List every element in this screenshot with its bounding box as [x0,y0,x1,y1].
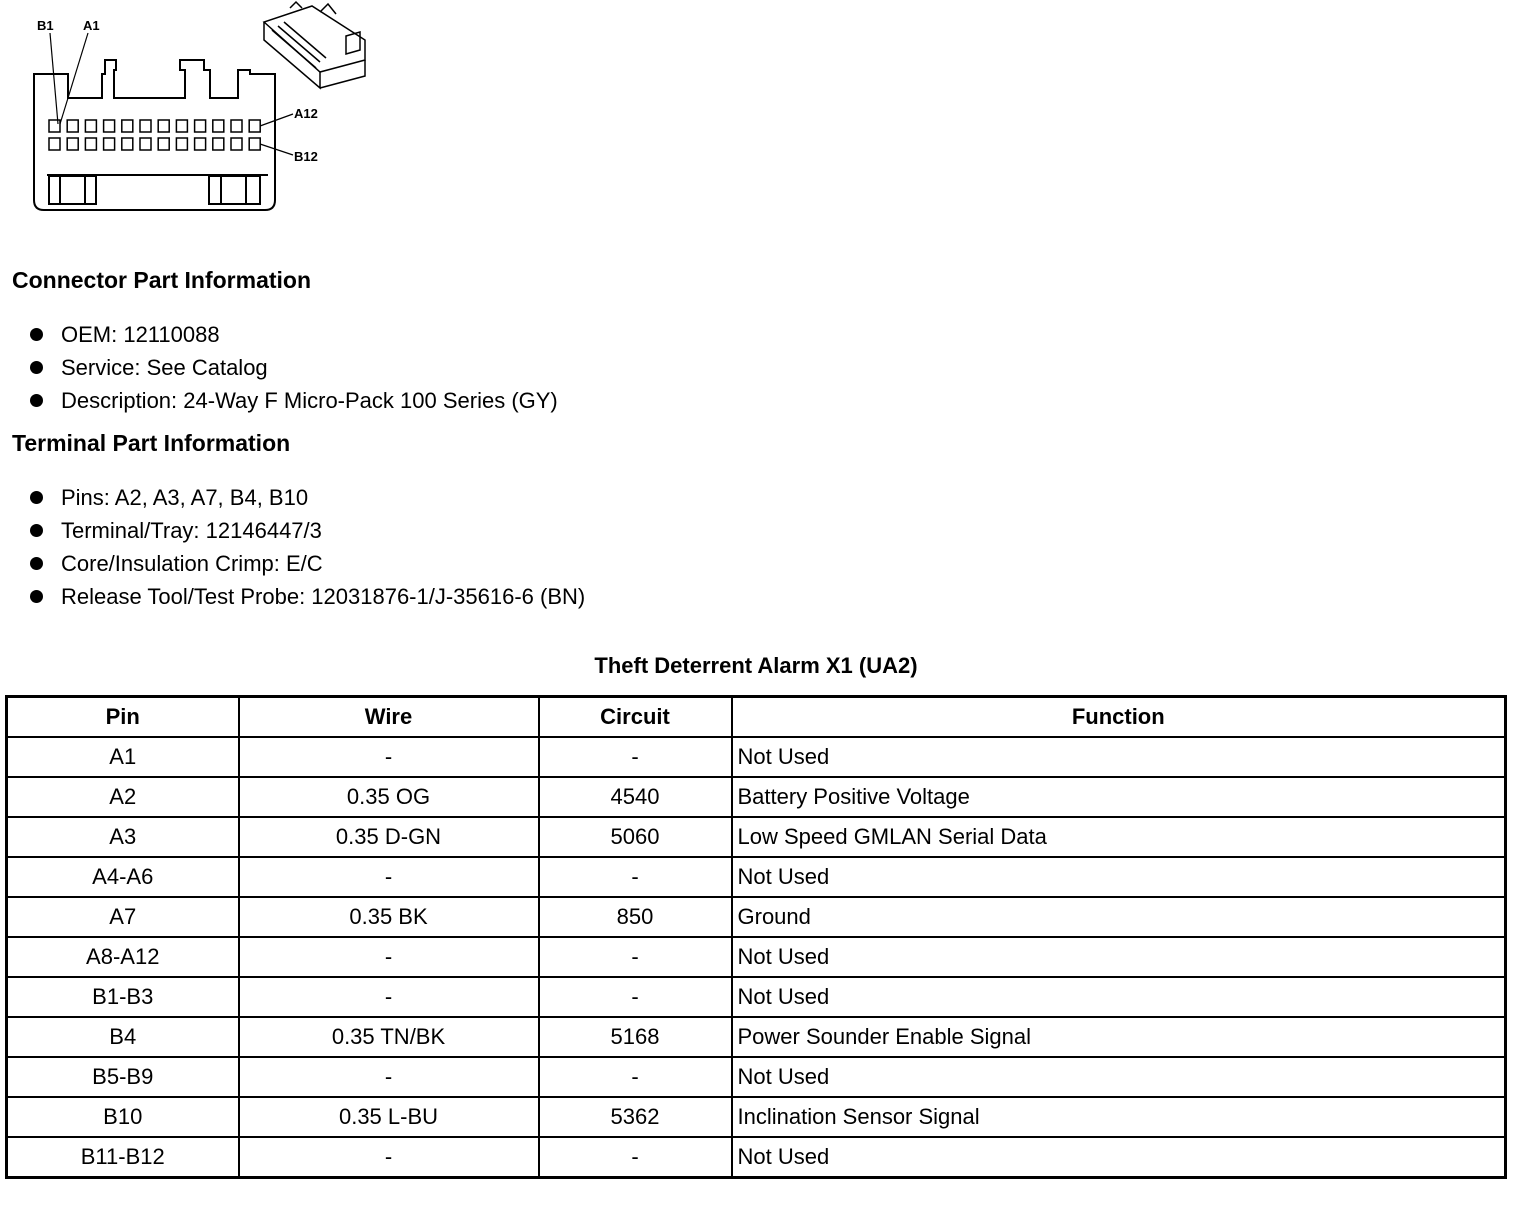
bullet-icon [30,524,43,537]
cell-pin: A8-A12 [7,937,239,977]
pin-table [5,695,1507,1179]
table-row [7,937,1506,977]
bullet-icon [30,557,43,570]
bullet-icon [30,590,43,603]
cell-circuit: - [539,737,732,777]
cell-circuit: 5060 [539,817,732,857]
cell-wire: - [239,937,539,977]
table-row [7,777,1506,817]
cell-circuit: 5362 [539,1097,732,1137]
table-row [7,897,1506,937]
bullet-icon [30,328,43,341]
pin-cavity [67,138,78,150]
cell-wire: - [239,737,539,777]
cell-circuit: - [539,857,732,897]
cell-wire: 0.35 D-GN [239,817,539,857]
cell-wire: 0.35 TN/BK [239,1017,539,1057]
cell-circuit: 850 [539,897,732,937]
cell-pin: B10 [7,1097,239,1137]
cell-circuit: 4540 [539,777,732,817]
pin-cavity [158,120,169,132]
cell-function: Not Used [732,1057,1506,1097]
list-item: Pins: A2, A3, A7, B4, B10 [30,481,585,514]
cell-function: Low Speed GMLAN Serial Data [732,817,1506,857]
connector-label-lines [50,33,293,155]
cell-wire: - [239,1137,539,1178]
bullet-icon [30,361,43,374]
cell-pin: B5-B9 [7,1057,239,1097]
bullet-icon [30,394,43,407]
cell-wire: 0.35 BK [239,897,539,937]
pin-cavity [195,138,206,150]
pin-cavity [176,138,187,150]
pin-label-a1: A1 [83,18,100,33]
cell-function: Not Used [732,937,1506,977]
pin-cavity [49,138,60,150]
cell-function: Inclination Sensor Signal [732,1097,1506,1137]
table-title: Theft Deterrent Alarm X1 (UA2) [594,653,918,678]
pin-cavity [231,138,242,150]
column-header-function: Function [732,697,1506,738]
pin-cavity [140,138,151,150]
cell-function: Not Used [732,737,1506,777]
connector-info-heading: Connector Part Information [12,267,312,293]
pin-cavity [122,120,133,132]
cell-pin: B11-B12 [7,1137,239,1178]
cell-function: Not Used [732,1137,1506,1178]
pin-cavity [122,138,133,150]
pin-cavity [231,120,242,132]
terminal-info-heading: Terminal Part Information [12,430,291,456]
pin-cavity [85,138,96,150]
table-row [7,737,1506,777]
cell-circuit: 5168 [539,1017,732,1057]
connector-3d-illustration [264,2,365,88]
cell-pin: A2 [7,777,239,817]
pin-label-a12: A12 [294,106,318,121]
pin-cavity [158,138,169,150]
list-item: Core/Insulation Crimp: E/C [30,547,585,580]
column-header-wire: Wire [239,697,539,738]
list-item: Service: See Catalog [30,351,558,384]
pin-cavity [104,120,115,132]
cell-pin: B1-B3 [7,977,239,1017]
cell-function: Ground [732,897,1506,937]
pin-label-b12: B12 [294,149,318,164]
list-item: OEM: 12110088 [30,318,558,351]
list-item: Description: 24-Way F Micro-Pack 100 Series (GY) [30,384,558,417]
table-row [7,817,1506,857]
pin-cavity [140,120,151,132]
pin-table-body [7,737,1506,1178]
pin-cavity [195,120,206,132]
cell-function: Not Used [732,977,1506,1017]
connector-face-outline [34,60,275,210]
table-row [7,1017,1506,1057]
connector-diagram [20,0,380,220]
pin-label-b1: B1 [37,18,54,33]
cell-pin: A4-A6 [7,857,239,897]
table-row [7,977,1506,1017]
cell-wire: 0.35 L-BU [239,1097,539,1137]
pin-grid [49,120,260,150]
cell-function: Battery Positive Voltage [732,777,1506,817]
cell-circuit: - [539,977,732,1017]
cell-circuit: - [539,1137,732,1178]
pin-cavity [249,138,260,150]
cell-circuit: - [539,1057,732,1097]
pin-cavity [67,120,78,132]
pin-cavity [85,120,96,132]
cell-pin: B4 [7,1017,239,1057]
connector-info-list [30,318,558,417]
cell-pin: A1 [7,737,239,777]
cell-pin: A7 [7,897,239,937]
pin-cavity [213,120,224,132]
cell-function: Power Sounder Enable Signal [732,1017,1506,1057]
bullet-icon [30,491,43,504]
terminal-info-list [30,481,585,613]
cell-wire: 0.35 OG [239,777,539,817]
pin-cavity [104,138,115,150]
cell-wire: - [239,857,539,897]
column-header-pin: Pin [7,697,239,738]
cell-circuit: - [539,937,732,977]
table-row [7,1057,1506,1097]
cell-pin: A3 [7,817,239,857]
table-row [7,857,1506,897]
list-item: Release Tool/Test Probe: 12031876-1/J-35616-6 (BN) [30,580,585,613]
table-row [7,1097,1506,1137]
cell-function: Not Used [732,857,1506,897]
pin-cavity [249,120,260,132]
pin-cavity [176,120,187,132]
pin-cavity [213,138,224,150]
table-row [7,1137,1506,1178]
table-header-row [7,697,1506,738]
cell-wire: - [239,1057,539,1097]
cell-wire: - [239,977,539,1017]
list-item: Terminal/Tray: 12146447/3 [30,514,585,547]
column-header-circuit: Circuit [539,697,732,738]
